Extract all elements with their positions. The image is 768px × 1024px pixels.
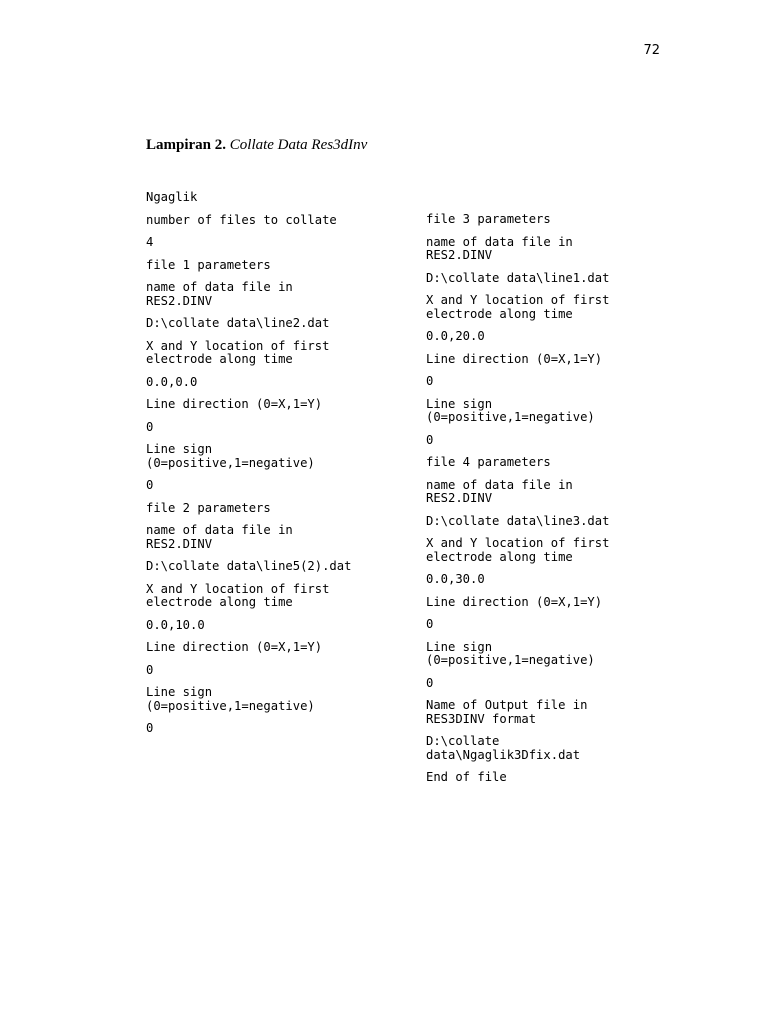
- text-line: name of data file in RES2.DINV: [426, 234, 573, 262]
- appendix-label: Lampiran 2.: [146, 137, 227, 153]
- text-line: name of data file in RES2.DINV: [146, 280, 293, 308]
- text-line: name of data file in RES2.DINV: [426, 477, 573, 505]
- text-line: X and Y location of first electrode along time: [426, 293, 610, 321]
- appendix-heading: [146, 137, 367, 154]
- text-line: Line direction (0=X,1=Y): [426, 351, 603, 366]
- text-line: Line sign (0=positive,1=negative): [426, 396, 595, 424]
- text-line: 4: [146, 235, 154, 249]
- left-column: [146, 191, 416, 745]
- text-line: Ngaglik: [146, 190, 198, 204]
- text-line: Line direction (0=X,1=Y): [146, 640, 323, 654]
- text-line: 0: [426, 617, 434, 631]
- text-line: 0: [146, 662, 154, 677]
- text-line: X and Y location of first electrode along time: [426, 536, 610, 564]
- text-line: file 3 parameters: [426, 212, 551, 226]
- text-line: Line sign (0=positive,1=negative): [146, 442, 315, 470]
- text-line: file 1 parameters: [146, 257, 271, 272]
- text-line: 0.0,20.0: [426, 329, 485, 343]
- text-line: Line sign (0=positive,1=negative): [426, 639, 595, 667]
- text-line: D:\collate data\line5(2).dat: [146, 559, 352, 573]
- text-line: 0: [426, 432, 434, 447]
- text-line: D:\collate data\line1.dat: [426, 270, 610, 285]
- text-line: Line direction (0=X,1=Y): [426, 594, 603, 609]
- text-line: D:\collate data\line2.dat: [146, 316, 330, 330]
- appendix-title: Collate Data Res3dInv: [229, 137, 368, 153]
- text-line: D:\collate data\line3.dat: [426, 513, 610, 528]
- text-line: 0.0,10.0: [146, 617, 205, 632]
- text-line: file 4 parameters: [426, 455, 551, 469]
- text-line: Line sign (0=positive,1=negative): [146, 685, 315, 713]
- right-column: [426, 213, 696, 794]
- text-line: D:\collate data\Ngaglik3Dfix.dat: [426, 734, 581, 762]
- text-line: X and Y location of first electrode along time: [146, 338, 330, 366]
- text-line: 0: [146, 478, 154, 492]
- text-line: file 2 parameters: [146, 500, 271, 515]
- text-line: name of data file in RES2.DINV: [146, 523, 293, 551]
- text-line: number of files to collate: [146, 212, 337, 227]
- text-line: 0: [146, 419, 154, 434]
- text-line: 0.0,0.0: [146, 374, 198, 389]
- text-line: End of file: [426, 770, 507, 784]
- text-line: Line direction (0=X,1=Y): [146, 397, 323, 411]
- text-line: 0: [426, 374, 434, 388]
- text-line: 0: [426, 675, 434, 690]
- text-line: 0: [146, 721, 154, 735]
- page-number: 72: [643, 43, 660, 58]
- text-line: 0.0,30.0: [426, 572, 485, 586]
- text-line: X and Y location of first electrode along time: [146, 581, 330, 609]
- text-line: Name of Output file in RES3DINV format: [426, 698, 588, 726]
